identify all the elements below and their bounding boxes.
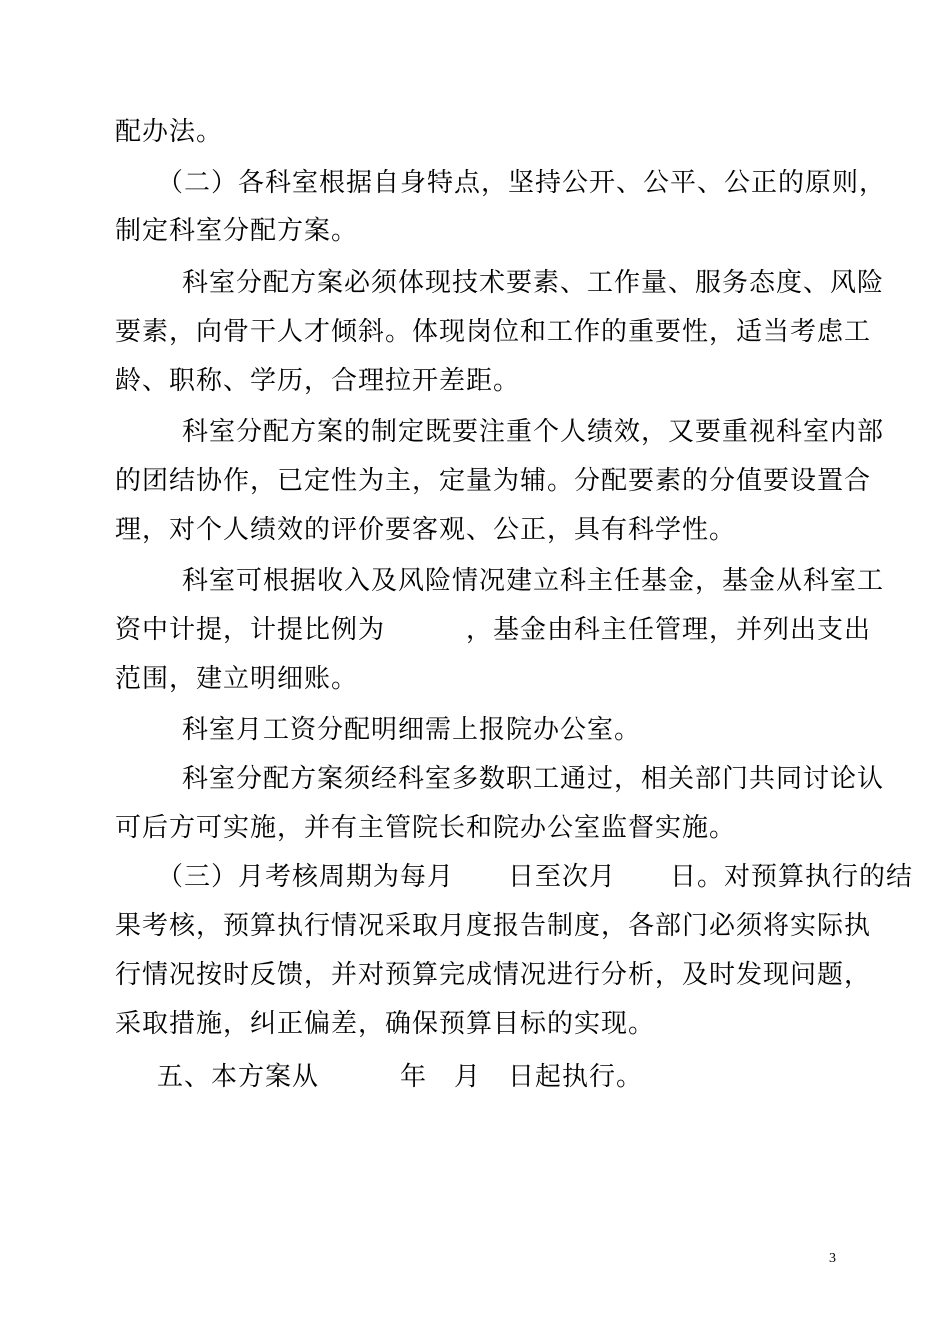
text-line: 采取措施，纠正偏差，确保预算目标的实现。	[115, 1009, 656, 1039]
text-line: （二）各科室根据自身特点，坚持公开、公平、公正的原则，	[157, 168, 887, 198]
text-line: 可后方可实施，并有主管院长和院办公室监督实施。	[115, 813, 737, 843]
text-line: 科室可根据收入及风险情况建立科主任基金，基金从科室工	[182, 566, 885, 596]
text-line: 科室分配方案必须体现技术要素、工作量、服务态度、风险	[182, 268, 885, 298]
text-line: 的团结协作，已定性为主，定量为辅。分配要素的分值要设置合	[115, 466, 872, 496]
text-line: 要素，向骨干人才倾斜。体现岗位和工作的重要性，适当考虑工	[115, 317, 872, 347]
text-line: 科室月工资分配明细需上报院办公室。	[182, 715, 642, 745]
text-line: 果考核，预算执行情况采取月度报告制度，各部门必须将实际执	[115, 911, 872, 941]
text-line: （三）月考核周期为每月 日至次月 日。对预算执行的结	[157, 862, 914, 892]
text-line: 科室分配方案须经科室多数职工通过，相关部门共同讨论认	[182, 764, 885, 794]
text-line: 龄、职称、学历，合理拉开差距。	[115, 366, 521, 396]
text-line: 制定科室分配方案。	[115, 216, 359, 246]
text-line: 资中计提，计提比例为 ，基金由科主任管理，并列出支出	[115, 615, 872, 645]
text-line: 理，对个人绩效的评价要客观、公正，具有科学性。	[115, 515, 737, 545]
text-line: 配办法。	[115, 117, 224, 147]
text-line: 行情况按时反馈，并对预算完成情况进行分析，及时发现问题，	[115, 960, 872, 990]
text-line: 五、本方案从 年 月 日起执行。	[157, 1062, 644, 1092]
page-number: 3	[829, 1251, 836, 1266]
text-line: 科室分配方案的制定既要注重个人绩效，又要重视科室内部	[182, 417, 885, 447]
text-line: 范围，建立明细账。	[115, 664, 359, 694]
